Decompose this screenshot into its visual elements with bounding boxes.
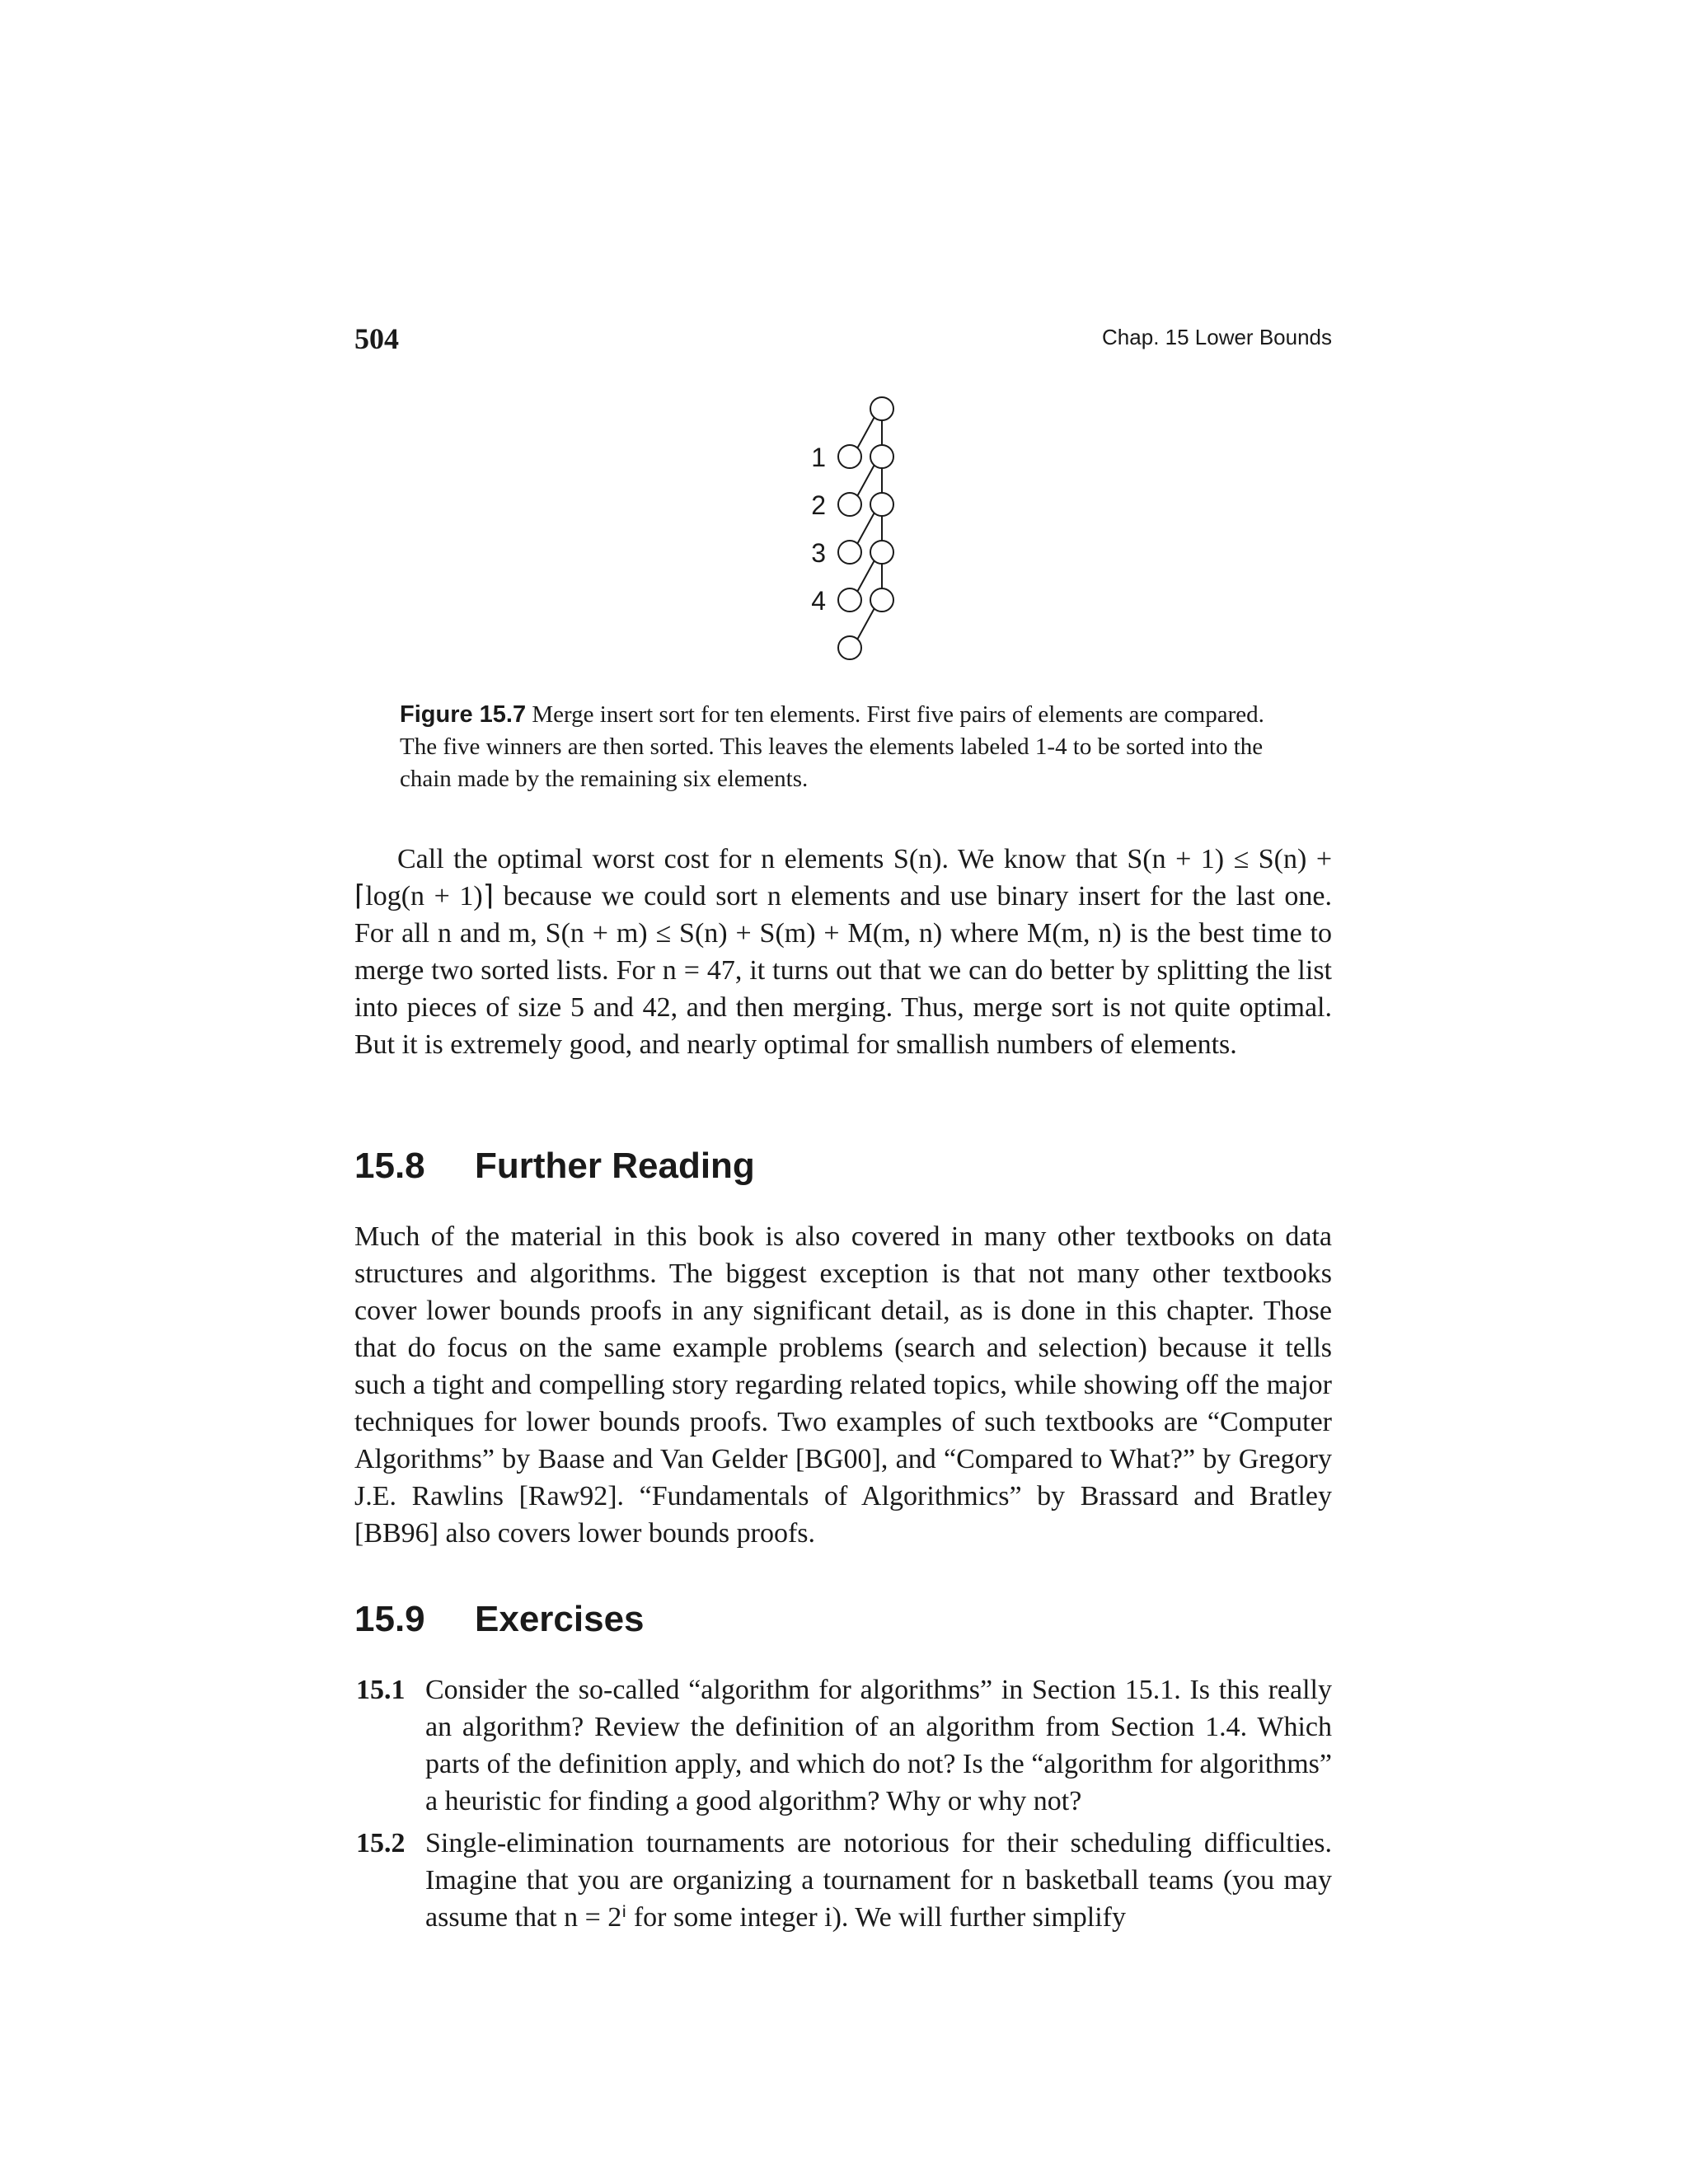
- figure-caption: [400, 699, 1290, 795]
- section-heading-further-reading: [354, 1146, 755, 1187]
- figure-merge-insert-tree: [767, 387, 948, 676]
- exercise-item: [354, 1671, 1332, 1820]
- section-number: 15.8: [354, 1146, 425, 1186]
- page: [354, 0, 1332, 2184]
- link-2: [856, 463, 875, 498]
- body-paragraph-1: Call the optimal worst cost for n elements S(n). We know that S(n + 1) ≤ S(n) + ⌈log(n + 1)⌉ because we could sort n elements and use binary insert for the last one. For all n and m, S(n + m) ≤ S(n) + S(m) + M(m, n) where M(m, n) is the best time to merge two sorted lists. For n = 47, it turns out that we can do better by splitting the list into pieces of size 5 and 42, and then merging. Thus, merge sort is not quite optimal. But it is extremely good, and nearly optimal for smallish numbers of elements.: [354, 844, 1332, 1060]
- exercise-text: Consider the so-called “algorithm for algorithms” in Section 15.1. Is this really an algorithm? Review the definition of an algorithm from Section 1.4. Which parts of the definition apply, and which do not? Is the “algorithm for algorithms” a heuristic for finding a good algorithm? Why or why not?: [425, 1675, 1332, 1816]
- exercise-number: 15.2: [356, 1828, 406, 1858]
- node-label-4: 4: [811, 586, 826, 616]
- page-number: 504: [354, 322, 399, 355]
- chain-node: [870, 541, 893, 564]
- further-reading-paragraph: Much of the material in this book is also covered in many other textbooks on data structures and algorithms. The biggest exception is that not many other textbooks cover lower bounds proofs in any significant detail, as is done in this chapter. Those that do focus on the same example problems (search and selection) because it tells such a tight and compelling story regarding related topics, while showing off the major techniques for lower bounds proofs. Two examples of such textbooks are “Computer Algorithms” by Baase and Van Gelder [BG00], and “Compared to What?” by Gregory J.E. Rawlins [Raw92]. “Fundamentals of Algorithmics” by Brassard and Bratley [BB96] also covers lower bounds proofs.: [354, 1221, 1332, 1549]
- section-heading-exercises: [354, 1599, 645, 1640]
- link-4: [856, 559, 875, 593]
- chain-node: [870, 588, 893, 612]
- figure-label: Figure 15.7: [400, 701, 527, 728]
- caption-text: Merge insert sort for ten elements. First five pairs of elements are compared. The five winners are then sorted. This leaves the elements labeled 1-4 to be sorted into the chain made by the remaining six elements.: [400, 701, 1264, 792]
- link-1: [856, 415, 875, 450]
- exercise-text: Single-elimination tournaments are notorious for their scheduling difficulties. Imagine that you are organizing a tournament for n basketball teams (you may assume that n = 2ⁱ for some integer i). We will further simplify: [425, 1828, 1332, 1933]
- pending-node-3: [838, 541, 861, 564]
- section-number: 15.9: [354, 1599, 425, 1639]
- pending-node-2: [838, 493, 861, 516]
- link-3: [856, 511, 875, 546]
- chain-node: [870, 397, 893, 420]
- chain-node-bottom: [838, 636, 861, 659]
- page-header: [354, 321, 1332, 354]
- link-5: [856, 607, 875, 641]
- node-label-2: 2: [811, 490, 826, 520]
- pending-node-1: [838, 445, 861, 468]
- pending-node-4: [838, 588, 861, 612]
- tree-diagram: [767, 387, 948, 676]
- chain-node: [870, 445, 893, 468]
- node-label-1: 1: [811, 443, 826, 472]
- chain-node: [870, 493, 893, 516]
- node-label-3: 3: [811, 538, 826, 568]
- exercise-number: 15.1: [356, 1675, 406, 1705]
- section-title: Exercises: [475, 1599, 645, 1639]
- section-title: Further Reading: [475, 1146, 755, 1186]
- running-head: Chap. 15 Lower Bounds: [1102, 325, 1332, 349]
- exercise-item: [354, 1825, 1332, 1936]
